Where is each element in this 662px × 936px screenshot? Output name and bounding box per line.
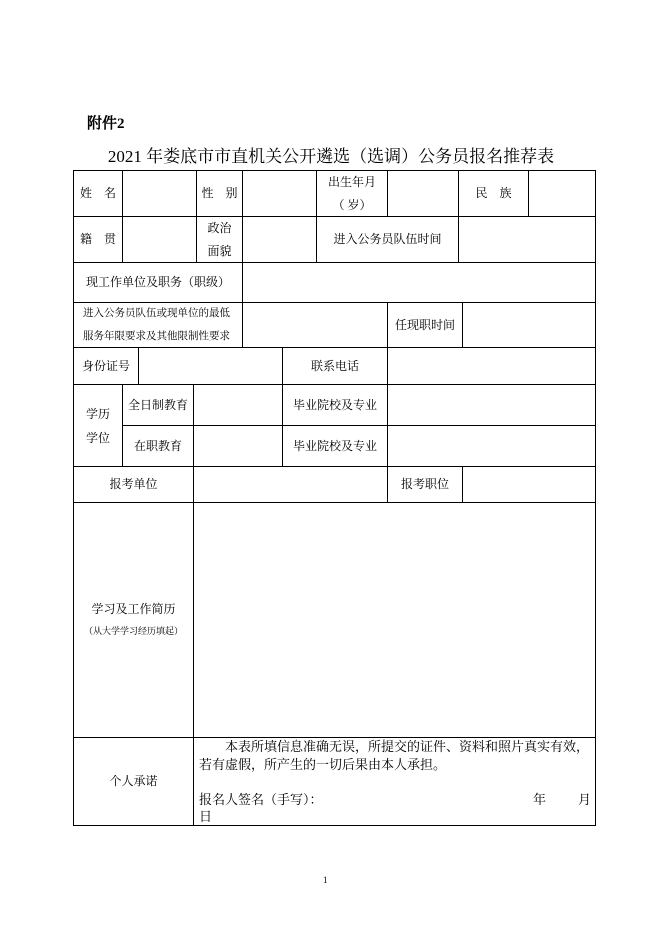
fulltime-value-cell <box>193 384 283 426</box>
parttime-school-value-cell <box>387 425 596 467</box>
native-place-value-cell <box>122 216 197 263</box>
applied-unit-label-cell <box>73 466 194 503</box>
current-post-time-value-cell <box>462 302 596 348</box>
civil-service-entry-label: 进入公务员队伍时间 <box>333 232 442 246</box>
attachment-label: 附件2 <box>87 116 125 132</box>
name-label: 姓 名 <box>79 186 116 200</box>
education-label-line1: 学历 <box>85 406 110 421</box>
birth-label-cell <box>316 170 388 217</box>
commitment-label: 个人承诺 <box>109 774 158 788</box>
id-number-value-cell <box>138 347 283 385</box>
native-place-label: 籍 贯 <box>79 232 116 246</box>
fulltime-label: 全日制教育 <box>127 397 188 412</box>
resume-label: 学习及工作简历 <box>91 602 176 616</box>
year-label: 年 <box>533 792 547 807</box>
ethnicity-value-cell <box>528 170 596 217</box>
day-label: 日 <box>199 809 213 824</box>
ethnicity-label-cell <box>458 170 529 217</box>
applied-post-label: 报考职位 <box>400 477 449 491</box>
name-value-cell <box>122 170 197 217</box>
gender-value-cell <box>242 170 317 217</box>
political-status-value-cell <box>242 216 317 263</box>
month-label: 月 <box>578 792 592 807</box>
phone-label: 联系电话 <box>310 358 359 373</box>
fulltime-school-label: 毕业院校及专业 <box>292 397 377 412</box>
ethnicity-label: 民 族 <box>475 186 512 200</box>
parttime-school-label-cell <box>282 425 388 467</box>
current-post-time-label: 任现职时间 <box>394 317 455 332</box>
gender-label-cell <box>196 170 243 217</box>
id-number-label: 身份证号 <box>81 358 130 373</box>
birth-value-cell <box>387 170 459 217</box>
political-status-label-line2: 面貌 <box>207 243 232 258</box>
applied-post-label-cell <box>387 466 463 503</box>
applied-unit-label: 报考单位 <box>109 477 158 491</box>
education-label-cell <box>73 384 123 467</box>
resume-note: （从大学学习经历填起） <box>83 626 183 636</box>
current-unit-label-cell <box>73 262 243 303</box>
commitment-text: 本表所填信息准确无误，所提交的证件、资料和照片真实有效，若有虚假，所产生的一切后果由本人承担。 <box>199 739 590 772</box>
fulltime-school-label-cell <box>282 384 388 426</box>
current-unit-label: 现工作单位及职务（职级） <box>85 275 230 289</box>
current-post-time-label-cell <box>387 302 463 348</box>
political-status-label-cell <box>196 216 243 263</box>
name-label-cell <box>73 170 123 217</box>
service-requirement-label-line1: 进入公务员队伍或现单位的最低 <box>83 308 230 319</box>
service-requirement-label-cell <box>73 302 243 348</box>
education-label-line2: 学位 <box>85 430 110 445</box>
applied-unit-value-cell <box>193 466 388 503</box>
gender-label: 性 别 <box>201 186 238 200</box>
fulltime-school-value-cell <box>387 384 596 426</box>
native-place-label-cell <box>73 216 123 263</box>
fulltime-label-cell <box>122 384 194 426</box>
signature-label: 报名人签名（手写）： <box>199 792 323 807</box>
political-status-label-line1: 政治 <box>207 220 232 235</box>
current-unit-value-cell <box>242 262 596 303</box>
age-label: （ 岁） <box>332 197 372 212</box>
page-number: 1 <box>323 875 328 885</box>
phone-value-cell <box>387 347 596 385</box>
phone-label-cell <box>282 347 388 385</box>
resume-value-cell <box>193 502 596 738</box>
form-title: 2021 年娄底市市直机关公开遴选（选调）公务员报名推荐表 <box>107 147 555 166</box>
parttime-label: 在职教育 <box>133 438 182 453</box>
civil-service-entry-value-cell <box>458 216 596 263</box>
birth-label: 出生年月 <box>327 174 376 189</box>
commitment-cell <box>193 737 596 826</box>
service-requirement-value-cell <box>242 302 388 348</box>
service-requirement-label-line2: 服务年限要求及其他限制性要求 <box>83 331 230 342</box>
commitment-label-cell <box>73 737 194 826</box>
parttime-school-label: 毕业院校及专业 <box>292 438 377 453</box>
id-number-label-cell <box>73 347 139 385</box>
civil-service-entry-label-cell <box>316 216 459 263</box>
parttime-label-cell <box>122 425 194 467</box>
applied-post-value-cell <box>462 466 596 503</box>
resume-label-cell <box>73 502 194 738</box>
parttime-value-cell <box>193 425 283 467</box>
